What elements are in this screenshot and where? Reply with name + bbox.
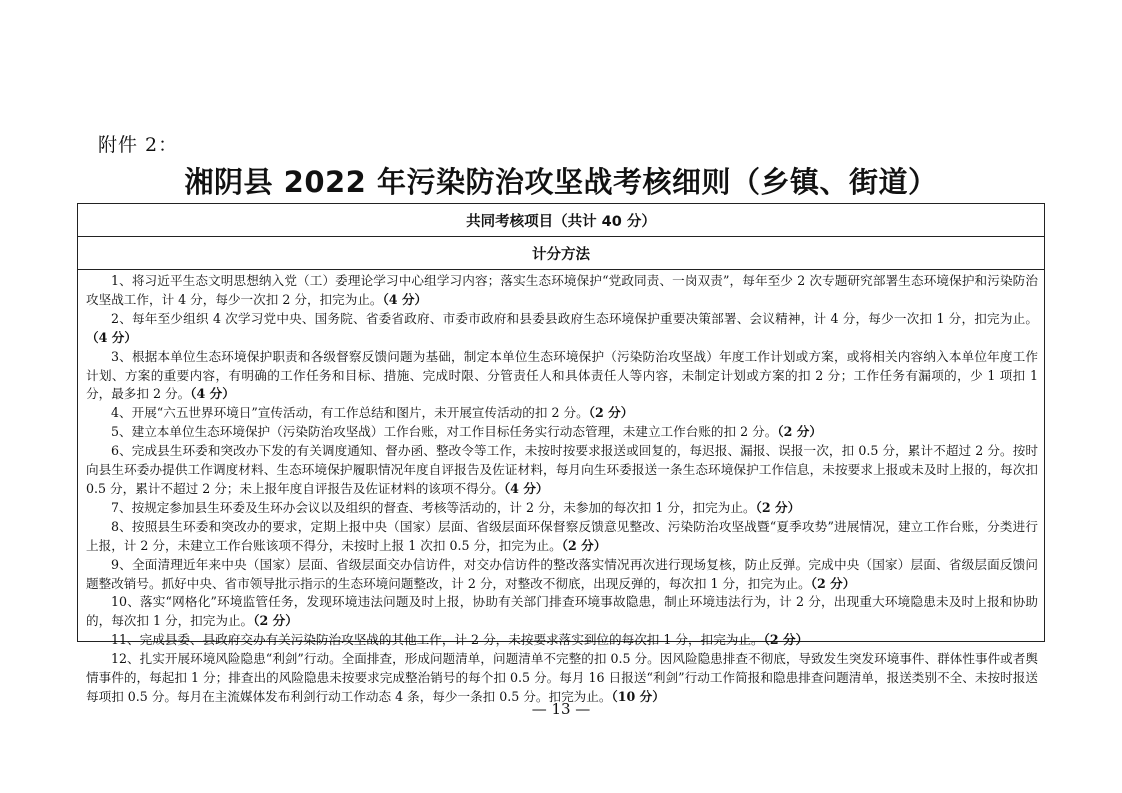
list-item: 11、完成县委、县政府交办有关污染防治攻坚战的其他工作，计 2 分，未按要求落实到位的每次扣 1 分，扣完为止。（2 分）	[111, 632, 809, 648]
scoring-method-body	[78, 270, 1044, 707]
score-label: （2 分）	[763, 632, 809, 648]
score-label: （2 分）	[588, 405, 634, 421]
page-number: — 13 —	[531, 700, 591, 718]
list-item: 12、扎实开展环境风险隐患“利剑”行动。全面排查，形成问题清单，问题清单不完整的扣 0.5 分。因风险隐患排查不彻底，导致发生突发环境事件、群体性事件或者舆情事件的，每起扣 1 分；排查出的风险隐患未按要求完成整治销号的每个扣 0.5 分。每月 16 日报送“利剑”行动工作简报和隐患排查问题清单，报送类别不全、未按时报送每项扣 0.5 分。每月在主流媒体发布利剑行动工作动态 4 条，每少一条扣 0.5 分。扣完为止。（10 分）	[86, 651, 1038, 704]
score-label: （10 分）	[611, 688, 665, 704]
list-item: 3、根据本单位生态环境保护职责和各级督察反馈问题为基础，制定本单位生态环境保护（污染防治攻坚战）年度工作计划或方案，或将相关内容纳入本单位年度工作计划、方案的重要内容，有明确的工作任务和目标、措施、完成时限、分管责任人和具体责任人等内容，未制定计划或方案的扣 2 分；工作任务有漏项的，少 1 项扣 1 分，最多扣 2 分。（4 分）	[86, 348, 1038, 402]
score-label: （2 分）	[777, 424, 822, 440]
attachment-label: 附件 2：	[98, 134, 179, 156]
score-label: （2 分）	[253, 613, 298, 629]
list-item: 9、全面清理近年来中央（国家）层面、省级层面交办信访件，对交办信访件的整改落实情况再次进行现场复核，防止反弹。完成中央（国家）层面、省级层面反馈问题整改销号。抓好中央、省市领导批示指示的生态环境问题整改，计 2 分，对整改不彻底，出现反弹的，每次扣 1 分，扣完为止。（2 分）	[86, 556, 1038, 591]
score-label: （4 分）	[190, 386, 235, 402]
list-item: 8、按照县生环委和突改办的要求，定期上报中央（国家）层面、省级层面环保督察反馈意见整改、污染防治攻坚战暨“夏季攻势”进展情况，建立工作台账，分类进行上报，计 2 分，未建立工作台账该项不得分，未按时上报 1 次扣 0.5 分，扣完为止。（2 分）	[86, 518, 1038, 553]
list-item: 10、落实“网格化”环境监管任务，发现环境违法问题及时上报，协助有关部门排查环境事故隐患，制止环境违法行为，计 2 分，出现重大环境隐患未及时上报和协助的，每次扣 1 分，扣完为止。（2 分）	[86, 594, 1038, 629]
list-item: 6、完成县生环委和突改办下发的有关调度通知、督办函、整改令等工作，未按时按要求报送或回复的，每迟报、漏报、误报一次，扣 0.5 分，累计不超过 2 分。按时向县生环委办提供工作调度材料、生态环境保护履职情况年度自评报告及佐证材料，每月向生环委报送一条生态环境保护工作信息，未按要求上报或未及时上报的，每次扣 0.5 分，累计不超过 2 分；未上报年度自评报告及佐证材料的该项不得分。（4 分）	[86, 443, 1038, 496]
score-label: （4 分）	[382, 291, 428, 307]
list-item: 1、将习近平生态文明思想纳入党（工）委理论学习中心组学习内容；落实生态环境保护“党政同责、一岗双责”，每年至少 2 次专题研究部署生态环境保护和污染防治攻坚战工作，计 4 分，每少一次扣 2 分，扣完为止。（4 分）	[86, 273, 1038, 307]
list-item: 5、建立本单位生态环境保护（污染防治攻坚战）工作台账，对工作目标任务实行动态管理，未建立工作台账的扣 2 分。（2 分）	[111, 424, 822, 440]
score-label: （2 分）	[755, 499, 801, 515]
list-item: 4、开展“六五世界环境日”宣传活动，有工作总结和图片，未开展宣传活动的扣 2 分。（2 分）	[111, 405, 634, 421]
list-item: 7、按规定参加县生环委及生环办会议以及组织的督查、考核等活动的，计 2 分，未参加的每次扣 1 分，扣完为止。（2 分）	[111, 499, 801, 515]
document-title: 湘阴县 2022 年污染防治攻坚战考核细则（乡镇、街道）	[184, 165, 938, 199]
score-label: （4 分）	[86, 329, 137, 345]
list-item: 2、每年至少组织 4 次学习党中央、国务院、省委省政府、市委市政府和县委县政府生态环境保护重要决策部署、会议精神，计 4 分，每少一次扣 1 分，扣完为止。（4 分）	[86, 310, 1038, 345]
score-label: （4 分）	[503, 480, 549, 496]
assessment-table	[77, 203, 1045, 704]
score-label: （2 分）	[810, 575, 856, 591]
table-header-method: 计分方法	[78, 237, 1044, 270]
table-header-common: 共同考核项目（共计 40 分）	[78, 204, 1044, 237]
score-label: （2 分）	[561, 537, 607, 553]
